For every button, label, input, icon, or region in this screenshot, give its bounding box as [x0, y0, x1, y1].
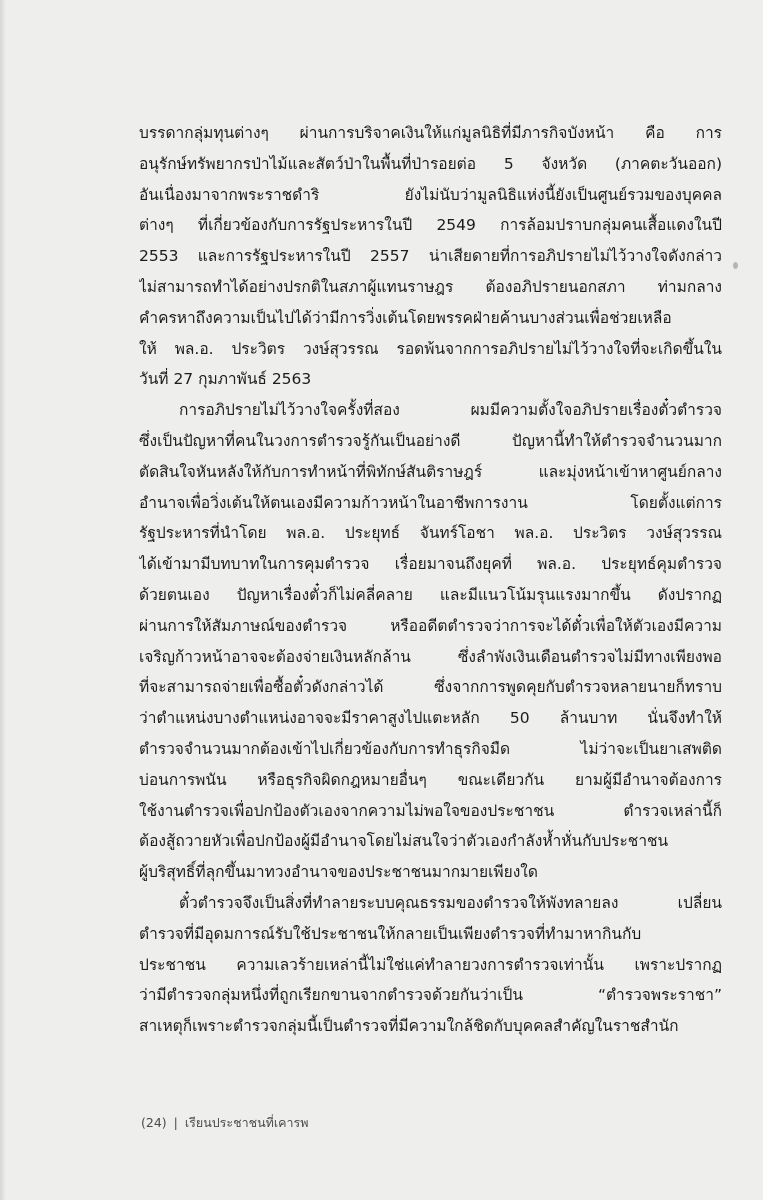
- text-line: อนุรักษ์ทรัพยากรป่าไม้และสัตว์ป่าในพื้นที่ป่ารอยต่อ 5 จังหวัด (ภาคตะวันออก): [139, 154, 722, 173]
- binding-edge-shadow: [0, 0, 6, 1200]
- text-line: ไม่สามารถทำได้อย่างปรกติในสภาผู้แทนราษฎร ต้องอภิปรายนอกสภา ท่ามกลาง: [139, 277, 722, 296]
- text-line: บ่อนการพนัน หรือธุรกิจผิดกฎหมายอื่นๆ ขณะเดียวกัน ยามผู้มีอำนาจต้องการ: [139, 770, 722, 789]
- paper-speck: [733, 262, 738, 269]
- text-line: การอภิปรายไม่ไว้วางใจครั้งที่สอง ผมมีความตั้งใจอภิปรายเรื่องตั๋วตำรวจ: [179, 401, 722, 420]
- text-line: ตำรวจที่มีอุดมการณ์รับใช้ประชาชนให้กลายเป็นเพียงตำรวจที่ทำมาหากินกับ: [139, 924, 642, 943]
- paragraph: [139, 118, 722, 395]
- text-line: ใช้งานตำรวจเพื่อปกป้องตัวเองจากความไม่พอใจของประชาชน ตำรวจเหล่านี้ก็: [139, 801, 722, 820]
- text-line: วันที่ 27 กุมภาพันธ์ 2563: [139, 370, 312, 389]
- text-line: อำนาจเพื่อวิ่งเต้นให้ตนเองมีความก้าวหน้าในอาชีพการงาน โดยตั้งแต่การ: [139, 493, 722, 512]
- text-line: เจริญก้าวหน้าอาจจะต้องจ่ายเงินหลักล้าน ซึ่งลำพังเงินเดือนตำรวจไม่มีทางเพียงพอ: [139, 647, 722, 666]
- paragraph: [139, 888, 722, 1042]
- text-line: ผู้บริสุทธิ์ที่ลุกขึ้นมาทวงอำนาจของประชาชนมากมายเพียงใด: [139, 863, 538, 882]
- text-line: ได้เข้ามามีบทบาทในการคุมตำรวจ เรื่อยมาจนถึงยุคที่ พล.อ. ประยุทธ์คุมตำรวจ: [139, 555, 722, 574]
- text-line: ด้วยตนเอง ปัญหาเรื่องตั๋วก็ไม่คลี่คลาย และมีแนวโน้มรุนแรงมากขึ้น ดังปรากฏ: [139, 585, 722, 604]
- text-line: ตัดสินใจหันหลังให้กับการทำหน้าที่พิทักษ์สันติราษฎร์ และมุ่งหน้าเข้าหาศูนย์กลาง: [139, 462, 722, 481]
- text-line: บรรดากลุ่มทุนต่างๆ ผ่านการบริจาคเงินให้แก่มูลนิธิที่มีภารกิจบังหน้า คือ การ: [139, 124, 722, 142]
- text-line: ว่าตำแหน่งบางตำแหน่งอาจจะมีราคาสูงไปแตะหลัก 50 ล้านบาท นั่นจึงทำให้: [139, 709, 722, 728]
- footer-separator: |: [173, 1115, 178, 1130]
- text-line: คำครหาถึงความเป็นไปได้ว่ามีการวิ่งเต้นโดยพรรคฝ่ายค้านบางส่วนเพื่อช่วยเหลือ: [139, 308, 672, 327]
- page-footer: [141, 1113, 309, 1133]
- text-line: ว่ามีตำรวจกลุ่มหนึ่งที่ถูกเรียกขานจากตำรวจด้วยกันว่าเป็น “ตำรวจพระราชา”: [139, 986, 722, 1005]
- text-line: ตำรวจจำนวนมากต้องเข้าไปเกี่ยวข้องกับการทำธุรกิจมืด ไม่ว่าจะเป็นยาเสพติด: [139, 739, 722, 758]
- text-line: ต้องสู้ถวายหัวเพื่อปกป้องผู้มีอำนาจโดยไม่สนใจว่าตัวเองกำลังห้ำหั่นกับประชาชน: [139, 832, 669, 851]
- text-line: ต่างๆ ที่เกี่ยวข้องกับการรัฐประหารในปี 2549 การล้อมปราบกลุ่มคนเสื้อแดงในปี: [139, 216, 722, 235]
- page-number: (24): [141, 1115, 167, 1130]
- text-line: ให้ พล.อ. ประวิตร วงษ์สุวรรณ รอดพ้นจากการอภิปรายไม่ไว้วางใจที่จะเกิดขึ้นใน: [139, 339, 722, 358]
- text-line: สาเหตุก็เพราะตำรวจกลุ่มนี้เป็นตำรวจที่มีความใกล้ชิดกับบุคคลสำคัญในราชสำนัก: [139, 1017, 679, 1036]
- text-line: ที่จะสามารถจ่ายเพื่อซื้อตั๋วดังกล่าวได้ ซึ่งจากการพูดคุยกับตำรวจหลายนายก็ทราบ: [139, 678, 722, 697]
- text-line: ซึ่งเป็นปัญหาที่คนในวงการตำรวจรู้กันเป็นอย่างดี ปัญหานี้ทำให้ตำรวจจำนวนมาก: [139, 431, 722, 450]
- running-title: เรียนประชาชนที่เคารพ: [184, 1115, 309, 1130]
- text-line: อันเนื่องมาจากพระราชดำริ ยังไม่นับว่ามูลนิธิแห่งนี้ยังเป็นศูนย์รวมของบุคคล: [139, 185, 722, 204]
- text-line: รัฐประหารที่นำโดย พล.อ. ประยุทธ์ จันทร์โอชา พล.อ. ประวิตร วงษ์สุวรรณ: [139, 524, 722, 543]
- text-line: ตั๋วตำรวจจึงเป็นสิ่งที่ทำลายระบบคุณธรรมของตำรวจให้พังทลายลง เปลี่ยน: [179, 893, 722, 912]
- text-line: 2553 และการรัฐประหารในปี 2557 น่าเสียดายที่การอภิปรายไม่ไว้วางใจดังกล่าว: [139, 247, 722, 266]
- text-line: ผ่านการให้สัมภาษณ์ของตำรวจ หรืออดีตตำรวจว่าการจะได้ตั๋วเพื่อให้ตัวเองมีความ: [139, 616, 722, 635]
- text-line: ประชาชน ความเลวร้ายเหล่านี้ไม่ใช่แค่ทำลายวงการตำรวจเท่านั้น เพราะปรากฏ: [139, 955, 722, 974]
- paragraph: [139, 395, 722, 888]
- body-text: [139, 118, 722, 1042]
